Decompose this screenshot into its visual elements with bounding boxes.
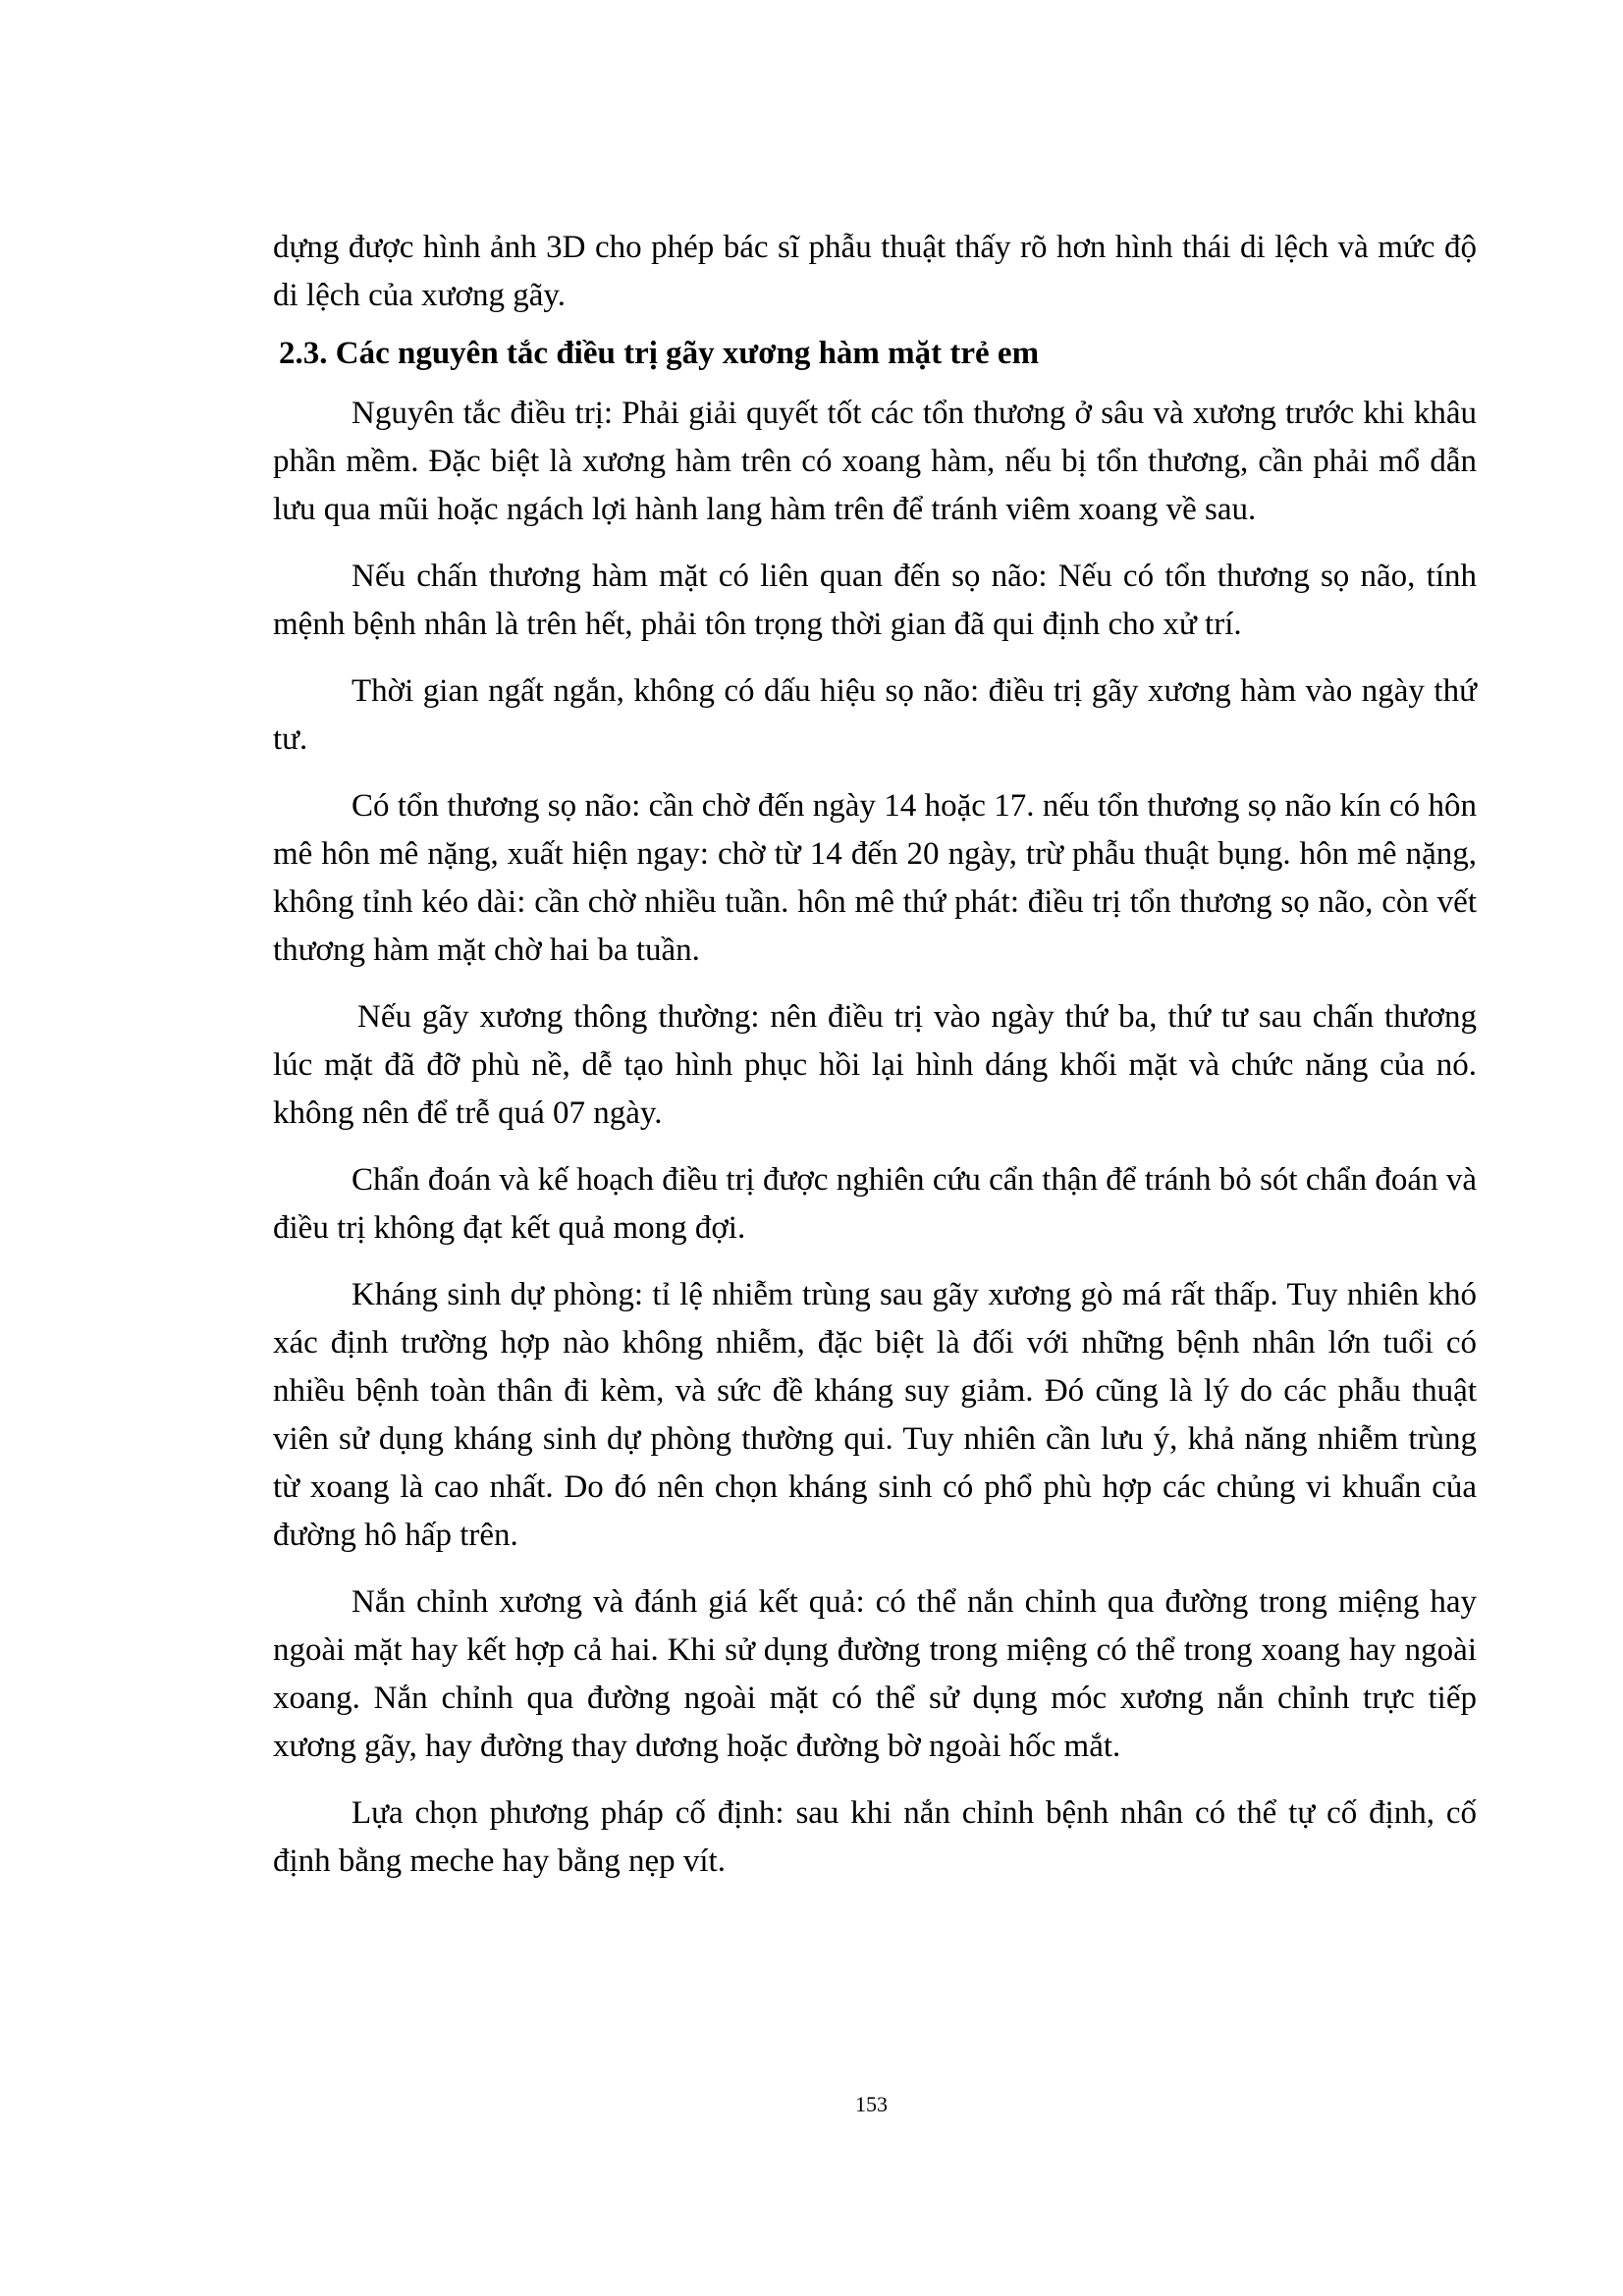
paragraph-fixation-method: Lựa chọn phương pháp cố định: sau khi nắn chỉnh bệnh nhân có thể tự cố định, cố định bằng meche hay bằng nẹp vít.	[273, 1795, 1477, 1879]
paragraph-prophylactic-antibiotics: Kháng sinh dự phòng: tỉ lệ nhiễm trùng sau gãy xương gò má rất thấp. Tuy nhiên khó xác định trường hợp nào không nhiễm, đặc biệt là đối với những bệnh nhân lớn tuổi có nhiều bệnh toàn thân đi kèm, và sức đề kháng suy giảm. Đó cũng là lý do các phẫu thuật viên sử dụng kháng sinh dự phòng thường qui. Tuy nhiên cần lưu ý, khả năng nhiễm trùng từ xoang là cao nhất. Do đó nên chọn kháng sinh có phổ phù hợp các chủng vi khuẩn của đường hô hấp trên.	[273, 1277, 1477, 1553]
paragraph-short-fainting: Thời gian ngất ngắn, không có dấu hiệu sọ não: điều trị gãy xương hàm vào ngày thứ tư.	[273, 673, 1477, 757]
paragraph-common-fracture: Nếu gãy xương thông thường: nên điều trị vào ngày thứ ba, thứ tư sau chấn thương lúc mặt đã đỡ phù nề, dễ tạo hình phục hồi lại hình dáng khối mặt và chức năng của nó. không nên để trễ quá 07 ngày.	[273, 999, 1477, 1131]
paragraph-cranial-injury: Nếu chấn thương hàm mặt có liên quan đến sọ não: Nếu có tổn thương sọ não, tính mệnh bệnh nhân là trên hết, phải tôn trọng thời gian đã qui định cho xử trí.	[273, 559, 1477, 642]
paragraph-diagnosis-plan: Chẩn đoán và kế hoạch điều trị được nghiên cứu cẩn thận để tránh bỏ sót chẩn đoán và điều trị không đạt kết quả mong đợi.	[273, 1162, 1477, 1246]
section-heading: 2.3. Các nguyên tắc điều trị gãy xương hàm mặt trẻ em	[279, 336, 1040, 371]
continued-paragraph: dựng được hình ảnh 3D cho phép bác sĩ phẫu thuật thấy rõ hơn hình thái di lệch và mức độ di lệch của xương gãy.	[273, 230, 1477, 313]
page-number: 153	[855, 2092, 888, 2116]
paragraph-brain-injury-wait: Có tổn thương sọ não: cần chờ đến ngày 14 hoặc 17. nếu tổn thương sọ não kín có hôn mê hôn mê nặng, xuất hiện ngay: chờ từ 14 đến 20 ngày, trừ phẫu thuật bụng. hôn mê nặng, không tỉnh kéo dài: cần chờ nhiều tuần. hôn mê thứ phát: điều trị tổn thương sọ não, còn vết thương hàm mặt chờ hai ba tuần.	[273, 788, 1477, 968]
page-body	[273, 224, 1477, 1904]
paragraph-treatment-principle: Nguyên tắc điều trị: Phải giải quyết tốt các tổn thương ở sâu và xương trước khi khâu phần mềm. Đặc biệt là xương hàm trên có xoang hàm, nếu bị tổn thương, cần phải mổ dẫn lưu qua mũi hoặc ngách lợi hành lang hàm trên để tránh viêm xoang về sau.	[273, 396, 1477, 527]
paragraph-bone-reduction: Nắn chỉnh xương và đánh giá kết quả: có thể nắn chỉnh qua đường trong miệng hay ngoài mặt hay kết hợp cả hai. Khi sử dụng đường trong miệng có thể trong xoang hay ngoài xoang. Nắn chỉnh qua đường ngoài mặt có thể sử dụng móc xương nắn chỉnh trực tiếp xương gãy, hay đường thay dương hoặc đường bờ ngoài hốc mắt.	[273, 1584, 1477, 1764]
